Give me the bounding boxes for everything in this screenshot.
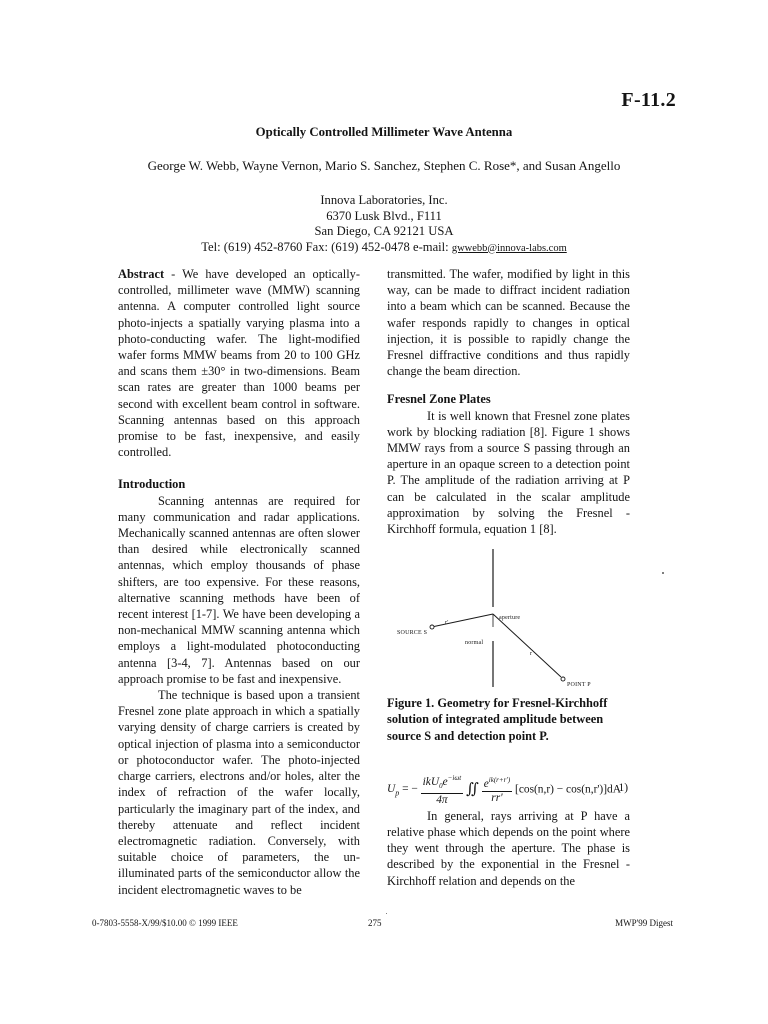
fresnel-kirchhoff-formula: $U_p$ = − $ikU_0e^{-i\omega t}$ 4π ∬ $e^{ik(r+r')}$ rr' [cos(n,r) − cos(n,r')]dA — [387, 773, 621, 806]
abstract-paragraph — [118, 266, 360, 460]
figure-1-geometry — [387, 545, 630, 695]
r-label: r — [530, 651, 533, 658]
eq-bracket: [cos(n,r) − cos(n,r')]dA — [515, 783, 621, 796]
normal-label: normal — [465, 640, 484, 647]
eq-den: 4π — [436, 793, 448, 806]
scan-speck — [662, 572, 664, 574]
footer-copyright: 0-7803-5558-X/99/$10.00 © 1999 IEEE — [92, 918, 238, 928]
introduction-paragraph-1: Scanning antennas are required for many communication and radar applications. Mechanically scanned antennas are often slower than desired while electronically scanned antennas, which employ thousands of phase shifters, are too expensive. For these reasons, alternative scanning methods have been of recent interest [1-7]. We have been developing a non-mechanical MMW scanning antenna which employs a light-modulated photoconducting antenna [3-4, 7]. Antennas based on our approach promise to be fast and inexpensive. — [118, 493, 360, 686]
eq-num-exp-base: e — [442, 775, 448, 788]
eq-frac2-base: e — [483, 777, 489, 790]
eq-fraction-1 — [421, 772, 464, 807]
introduction-heading: Introduction — [118, 477, 186, 492]
left-column — [118, 266, 360, 898]
eq-integral: ∬ — [466, 781, 479, 798]
equation-number: 1) — [618, 781, 628, 794]
after-equation-paragraph: In general, rays arriving at P have a relative phase which depends on the point where they went through the aperture. The phase is described by the exponential in the Fresnel - Kirchhoff relation and depends on the — [387, 808, 630, 888]
eq-lhs: U — [387, 783, 396, 796]
eq-num-exp: −iωt — [447, 773, 462, 782]
scan-speck-2 — [386, 913, 387, 914]
abstract-heading: Abstract — [118, 267, 165, 281]
eq-lhs-sub: p — [395, 788, 400, 798]
fresnel-heading: Fresnel Zone Plates — [387, 392, 491, 407]
point-label: POINT P — [567, 682, 591, 689]
affiliation-street: 6370 Lusk Blvd., F111 — [326, 208, 442, 223]
session-code: F-11.2 — [621, 89, 676, 111]
footer-digest: MWP'99 Digest — [615, 918, 673, 928]
email-link[interactable]: gwwebb@innova-labs.com — [451, 242, 567, 254]
abstract-text: - We have developed an optically-controlled, millimeter wave (MMW) scanning antenna. A computer controlled light source photo-injects a spatially varying plasma into a photo-conducting wafer. The light-modified wafer forms MMW beams from 20 to 100 GHz and scans them ±30° in two-dimensions. Beam scan rates are greater than 1000 beams per second with excellent beam control in software. Scanning antennas based on this approach promise to be fast, inexpensive, and easily controlled. — [118, 267, 360, 460]
affiliation-org: Innova Laboratories, Inc. — [320, 193, 448, 207]
continuation-paragraph: transmitted. The wafer, modified by light in this way, can be made to diffract incident radiation into a beam which can be scanned. Because the wafer responds rapidly to changes in optical injection, it is possible to rapidly change the Fresnel diffractive conditions and thus rapidly change the beam direction. — [387, 267, 630, 379]
eq-frac2-den: rr' — [491, 791, 503, 804]
aperture-label: aperture — [499, 615, 521, 622]
introduction-paragraph-2: The technique is based upon a transient Fresnel zone plate approach in which a spatially varying density of charge carriers is created by optical injection of plasma into a semiconductor or photoconductor wafer. The photo-injected charge carriers, electrons and/or holes, alter the index of refraction of the wafer locally, particularly the imaginary part of the index, and thereby attenuate and reflect incident electromagnetic radiation. Conversely, with suitable choice of parameters, the un-illuminated parts of the semiconductor allow the incident electromagnetic waves to be — [118, 688, 360, 897]
equation-1 — [387, 766, 630, 808]
source-point — [430, 625, 434, 629]
eq-fraction-2 — [482, 774, 512, 805]
detection-point — [561, 677, 565, 681]
author-list: George W. Webb, Wayne Vernon, Mario S. Sanchez, Stephen C. Rose*, and Susan Angello — [147, 158, 621, 173]
eq-frac2-exp: ik(r+r') — [488, 776, 511, 784]
r-prime-label: r' — [445, 620, 449, 627]
affiliation-contact: Tel: (619) 452-8760 Fax: (619) 452-0478 e-mail: — [201, 239, 449, 254]
right-column — [387, 266, 630, 889]
affiliation-city: San Diego, CA 92121 USA — [314, 224, 454, 238]
ray-r-prime — [434, 614, 493, 627]
affiliation-contact-line — [0, 240, 768, 257]
eq-num: ikU — [422, 775, 440, 788]
affiliation-block — [0, 193, 768, 256]
paper-title: Optically Controlled Millimeter Wave Antenna — [255, 125, 513, 139]
footer-page-number: 275 — [368, 918, 382, 928]
fresnel-paragraph: It is well known that Fresnel zone plates work by blocking radiation [8]. Figure 1 shows MMW rays from a source S passing through an aperture in an opaque screen to a detection point P. The amplitude of the radiation arriving at P can be calculated in the scalar amplitude approximation by solving the Fresnel - Kirchhoff formula, equation 1 [8]. — [387, 408, 630, 537]
figure-1-caption: Figure 1. Geometry for Fresnel-Kirchhoff solution of integrated amplitude between source S and detection point P. — [387, 696, 608, 743]
eq-num-sub: 0 — [439, 781, 443, 790]
source-label: SOURCE S — [397, 630, 428, 637]
